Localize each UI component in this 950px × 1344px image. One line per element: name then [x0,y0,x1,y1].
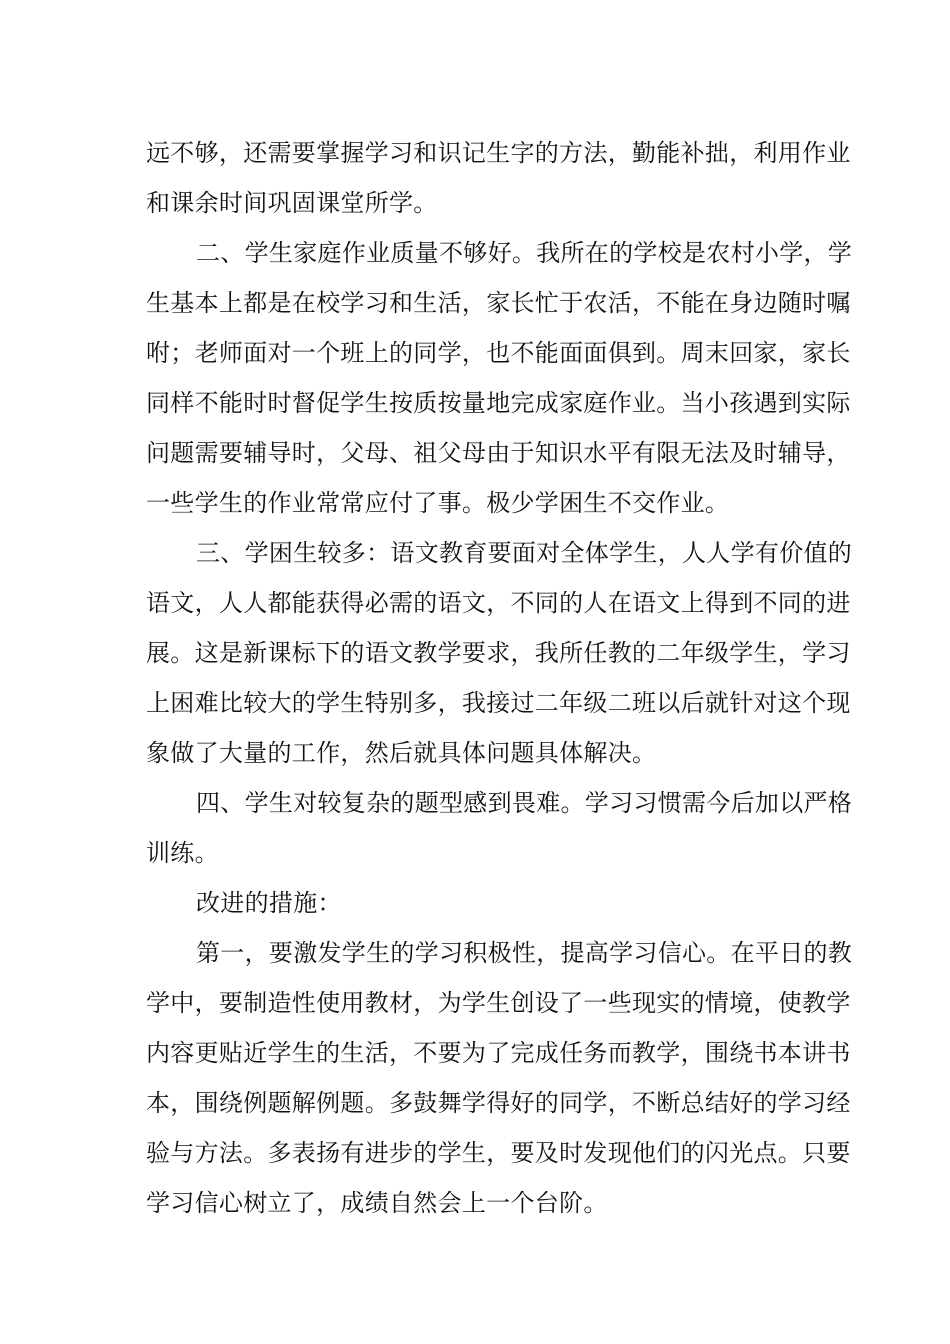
paragraph-2-first-line: 二、学生家庭作业质量不够好。我所在的学校是农村小学，学 [196,239,853,267]
text-line: 训练。 [146,839,219,867]
text-line: 同样不能时时督促学生按质按量地完成家庭作业。当小孩遇到实际 [146,389,851,417]
text-line: 咐；老师面对一个班上的同学，也不能面面俱到。周末回家，家长 [146,339,851,367]
paragraph-5-first-line: 第一，要激发学生的学习积极性，提高学习信心。在平日的教 [196,939,853,967]
section-heading-improvements: 改进的措施： [196,889,342,917]
text-line: 展。这是新课标下的语文教学要求，我所任教的二年级学生，学习 [146,639,851,667]
text-line: 一些学生的作业常常应付了事。极少学困生不交作业。 [146,489,730,517]
text-line: 远不够，还需要掌握学习和识记生字的方法，勤能补拙，利用作业 [146,139,851,167]
text-line: 学习信心树立了，成绩自然会上一个台阶。 [146,1189,608,1217]
text-line: 内容更贴近学生的生活，不要为了完成任务而教学，围绕书本讲书 [146,1039,851,1067]
text-line: 生基本上都是在校学习和生活，家长忙于农活，不能在身边随时嘱 [146,289,851,317]
text-line: 问题需要辅导时，父母、祖父母由于知识水平有限无法及时辅导， [146,439,851,467]
paragraph-3-first-line: 三、学困生较多：语文教育要面对全体学生，人人学有价值的 [196,539,853,567]
text-line: 本，围绕例题解例题。多鼓舞学得好的同学，不断总结好的学习经 [146,1089,851,1117]
text-line: 上困难比较大的学生特别多，我接过二年级二班以后就针对这个现 [146,689,851,717]
text-line: 语文，人人都能获得必需的语文，不同的人在语文上得到不同的进 [146,589,851,617]
paragraph-4-first-line: 四、学生对较复杂的题型感到畏难。学习习惯需今后加以严格 [196,789,853,817]
text-line: 学中，要制造性使用教材，为学生创设了一些现实的情境，使教学 [146,989,851,1017]
text-line: 和课余时间巩固课堂所学。 [146,189,438,217]
text-line: 验与方法。多表扬有进步的学生，要及时发现他们的闪光点。只要 [146,1139,851,1167]
text-line: 象做了大量的工作，然后就具体问题具体解决。 [146,739,657,767]
